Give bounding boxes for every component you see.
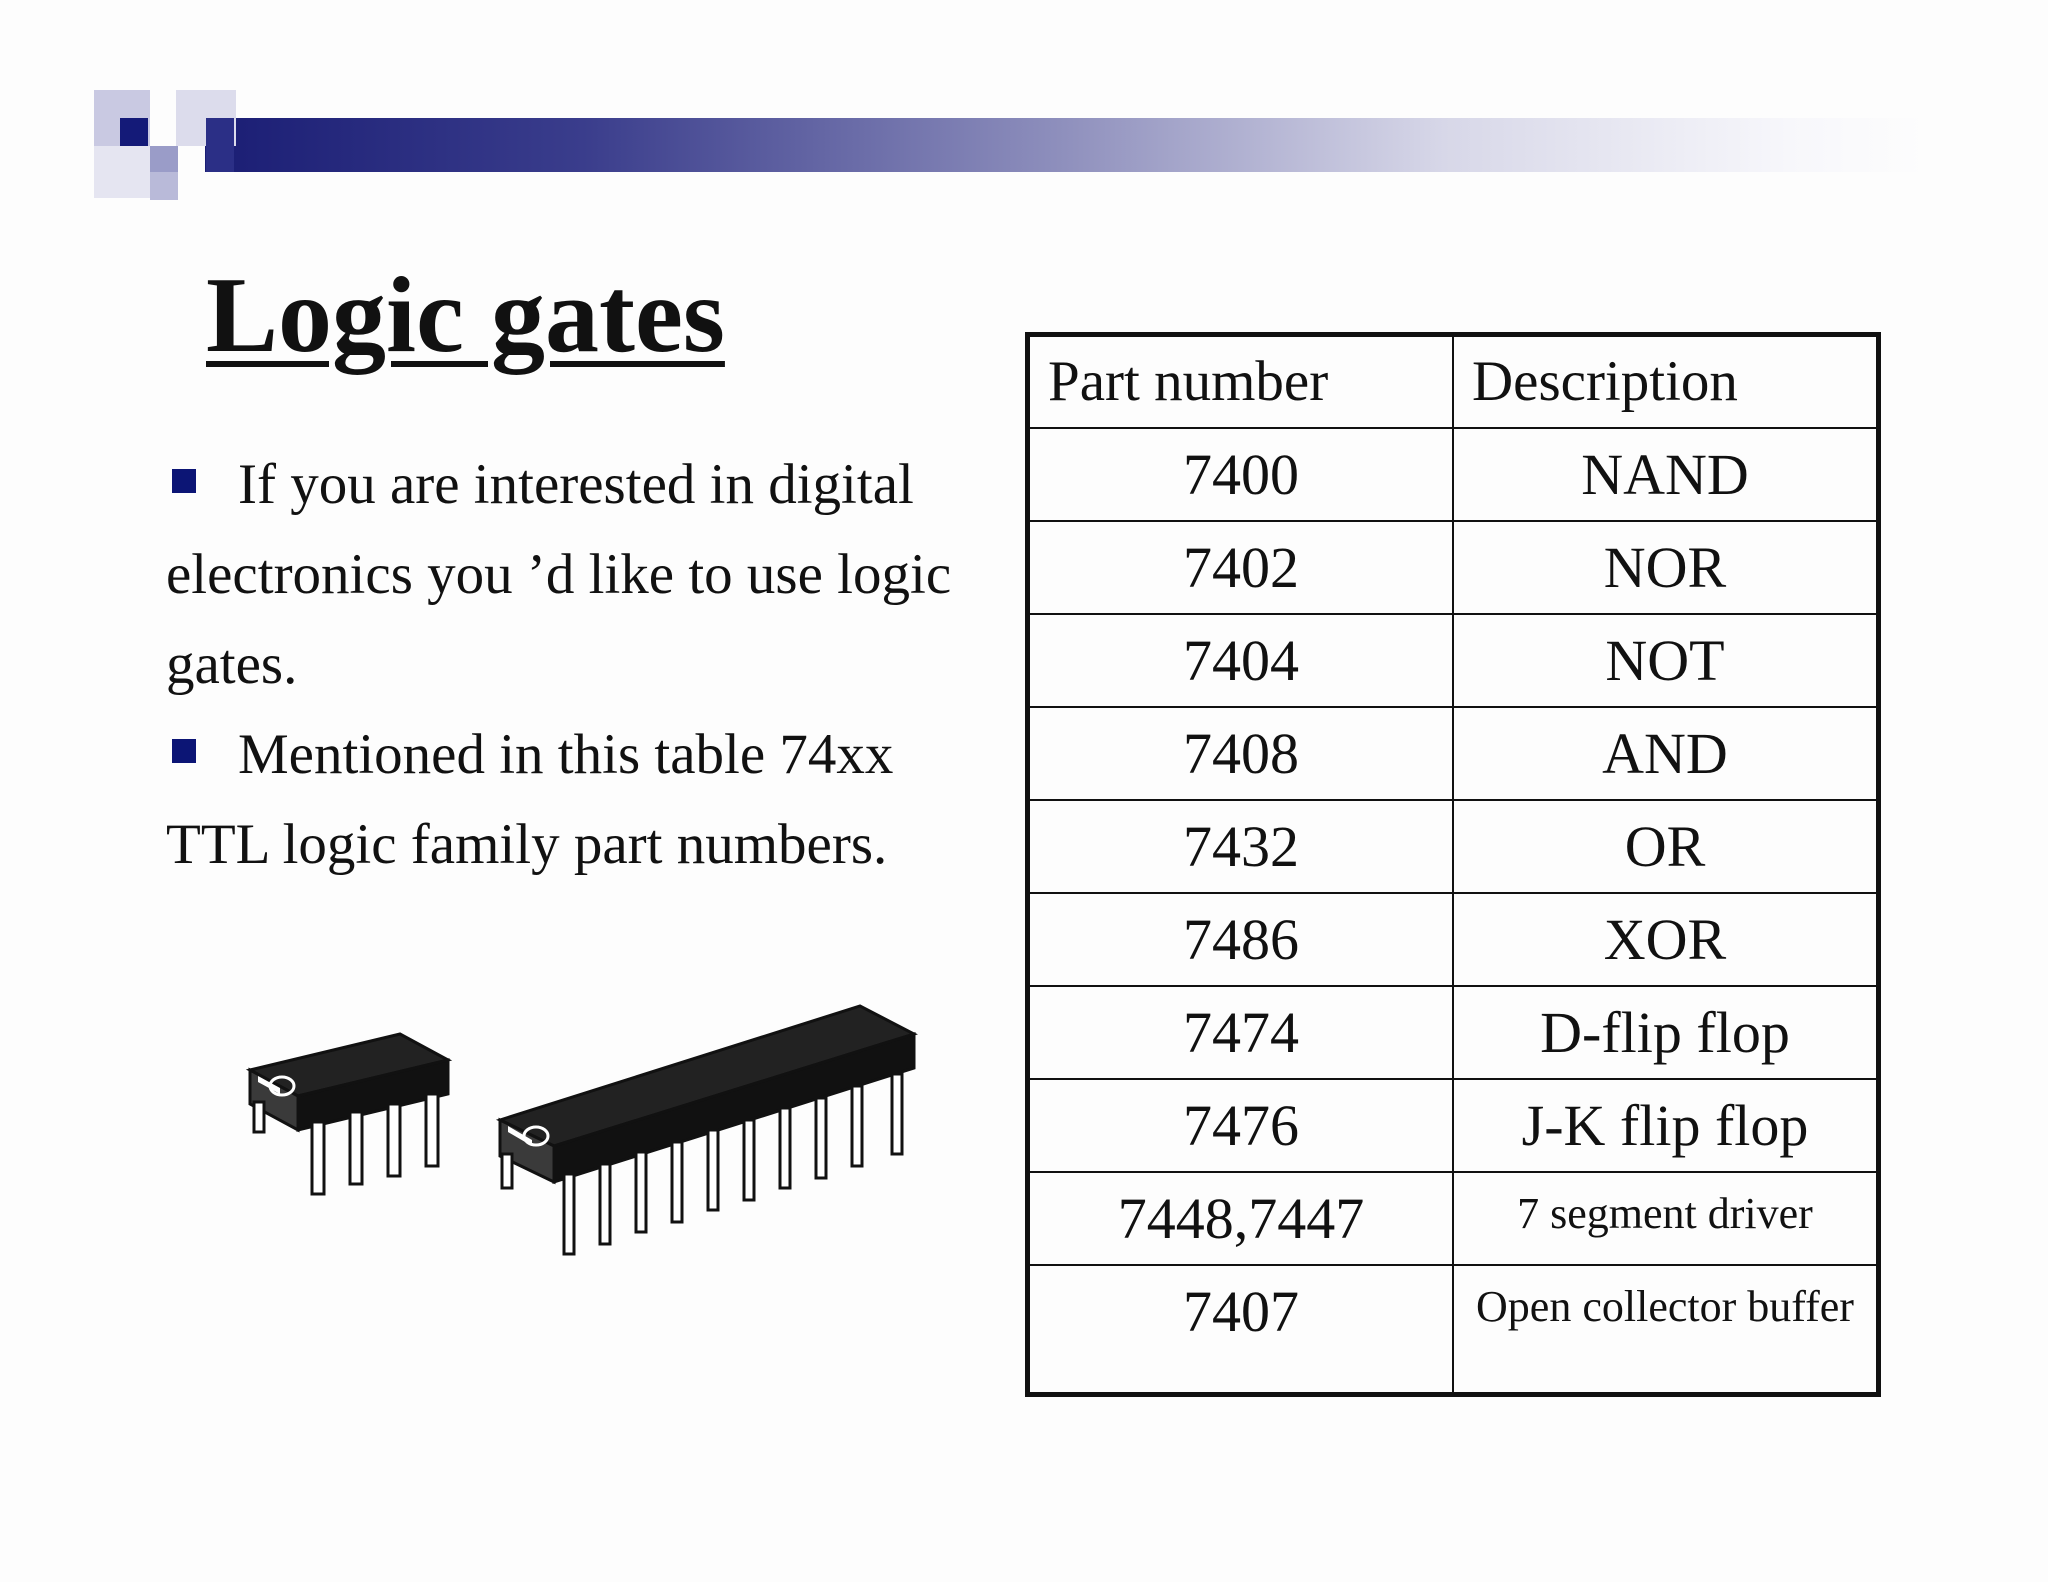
part-number-cell: 7402 xyxy=(1028,521,1454,614)
header-square xyxy=(150,146,178,174)
header-square xyxy=(94,146,150,198)
part-number-cell: 7476 xyxy=(1028,1079,1454,1172)
column-header-description: Description xyxy=(1453,335,1879,428)
table-row xyxy=(1028,614,1879,707)
description-cell: XOR xyxy=(1453,893,1879,986)
dip8-chip xyxy=(250,1034,448,1194)
table-row xyxy=(1028,1079,1879,1172)
table-row xyxy=(1028,1172,1879,1265)
description-cell: OR xyxy=(1453,800,1879,893)
bullet-list xyxy=(166,440,996,890)
description-cell: J-K flip flop xyxy=(1453,1079,1879,1172)
description-cell: NAND xyxy=(1453,428,1879,521)
table-row xyxy=(1028,707,1879,800)
table-row xyxy=(1028,800,1879,893)
header-gradient-bar xyxy=(205,118,1925,172)
header-square xyxy=(206,118,234,172)
bullet-item: Mentioned in this table 74xx TTL logic family part numbers. xyxy=(166,723,894,876)
table-row xyxy=(1028,986,1879,1079)
description-cell: D-flip flop xyxy=(1453,986,1879,1079)
description-cell: 7 segment driver xyxy=(1453,1172,1879,1265)
slide-title: Logic gates xyxy=(206,256,725,375)
ttl-parts-table xyxy=(1025,332,1881,1397)
part-number-cell: 7408 xyxy=(1028,707,1454,800)
description-cell: AND xyxy=(1453,707,1879,800)
part-number-cell: 7474 xyxy=(1028,986,1454,1079)
header-square xyxy=(150,172,178,200)
ic-chips-illustration xyxy=(240,990,940,1310)
table-header-row xyxy=(1028,335,1879,428)
description-cell: NOR xyxy=(1453,521,1879,614)
table-row xyxy=(1028,428,1879,521)
table-row xyxy=(1028,1265,1879,1395)
table-row xyxy=(1028,521,1879,614)
dip20-chip xyxy=(500,1006,914,1254)
part-number-cell: 7407 xyxy=(1028,1265,1454,1395)
part-number-cell: 7486 xyxy=(1028,893,1454,986)
part-number-cell: 7448,7447 xyxy=(1028,1172,1454,1265)
table-row xyxy=(1028,893,1879,986)
description-cell: Open collector buffer xyxy=(1453,1265,1879,1395)
column-header-part-number: Part number xyxy=(1028,335,1454,428)
square-bullet-icon xyxy=(172,739,196,763)
bullet-item: If you are interested in digital electronics you ’d like to use logic gates. xyxy=(166,453,952,696)
header-square xyxy=(120,118,148,146)
description-cell: NOT xyxy=(1453,614,1879,707)
part-number-cell: 7404 xyxy=(1028,614,1454,707)
part-number-cell: 7400 xyxy=(1028,428,1454,521)
part-number-cell: 7432 xyxy=(1028,800,1454,893)
square-bullet-icon xyxy=(172,469,196,493)
